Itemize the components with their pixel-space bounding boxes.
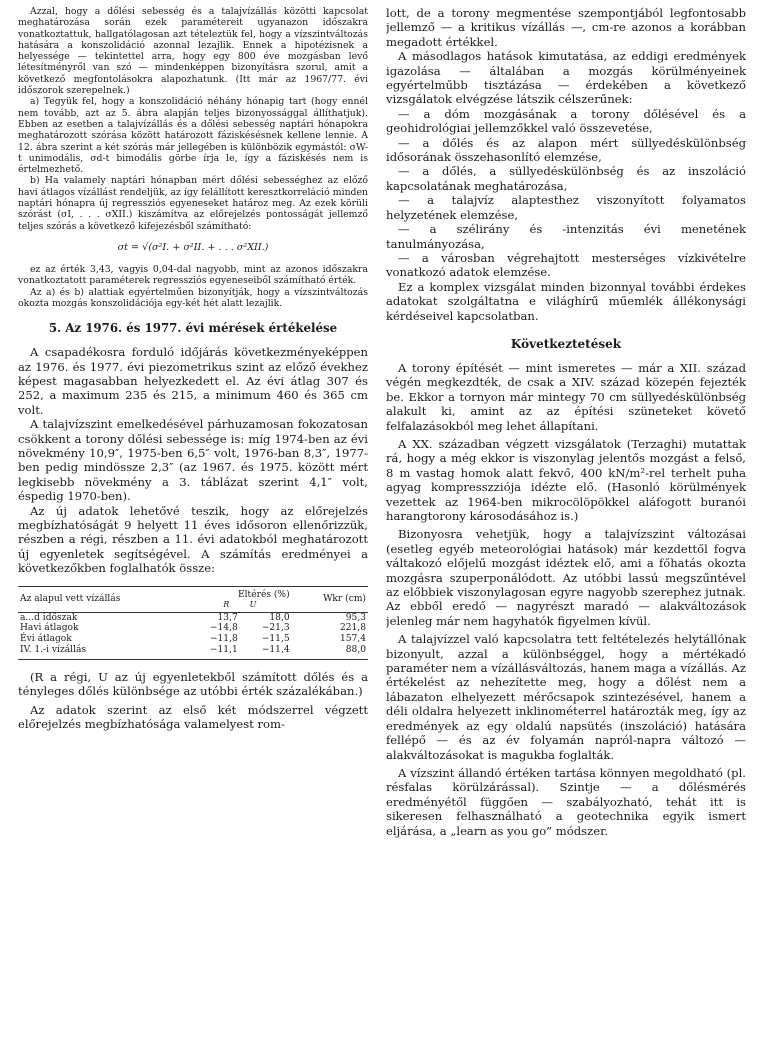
table-cell: −11,4 [240, 645, 292, 659]
right-column [386, 6, 746, 1052]
table-cell: −11,8 [209, 634, 238, 645]
table-row [18, 612, 368, 623]
table-cell: Havi átlagok [20, 623, 79, 634]
table-cell: Évi átlagok [20, 634, 72, 645]
list-item: — a dóm mozgásának a torony dőlésével és a geohidrológiai jellemzőkkel való összevetése, [386, 106, 746, 136]
table-row [18, 634, 368, 645]
paragraph: a) Tegyük fel, hogy a konszolidáció néhány hónapig tart (hogy ennél nem tovább, azt az 5. ábra alapján teljes bizonyossággal állíthatjuk). Ebben az esetben a talajvízállás és a dőlési sebesség naptári hónapokra meghatározott szórása között határozott fáziskésésnek kellene lennie. A 12. ábra szerint a két szórás már jellegében is különbözik egymástól: σW-t unimodális, σd-t bimodális görbe írja le, így a fáziskésés nem is értelmezhető. [18, 96, 368, 176]
table-row [18, 623, 368, 634]
list-item: — a szélirány és -intenzitás évi menetének tanulmányozása, [386, 222, 746, 251]
table-cell: −11,1 [188, 645, 240, 659]
conclusions-heading: Következtetések [510, 336, 622, 351]
paragraph: Az adatok szerint az első két módszerrel végzett előrejelzés megbízhatósága valamelyest rom- [18, 702, 368, 732]
table-cell: 88,0 [292, 645, 368, 659]
left-large-text-block-2 [18, 670, 368, 732]
table-cell: 221,8 [339, 623, 366, 634]
section-heading: 5. Az 1976. és 1977. évi mérések értékelése [48, 321, 338, 336]
table-cell: 18,0 [269, 612, 290, 623]
table-header-basis: Az alapul vett vízállás [18, 586, 188, 612]
left-column [18, 6, 368, 1052]
list-item: — a talajvíz alaptesthez viszonyított folyamatos helyzetének elemzése, [386, 193, 746, 222]
paragraph: A talajvízzel való kapcsolatra tett feltételezés helytállónak bizonyult, azzal a különbséggel, hogy a mértékadó paraméter nem a vízállásváltozás, hanem maga a vízállás. Az értékelést az nehezítette meg, hogy a dőlést nem a lábazaton elhelyezett mérőcsapok szintezésével, hanem a déli oldalra helyezett inklinométerrel határozták meg, így az eredmények az egy oldalú napsütés (inszoláció) hatására fellépő — és az év folyamán napról-napra változó — alakváltozásokat is magukba foglalták. [386, 632, 746, 762]
left-small-text-block-2 [18, 264, 368, 309]
paragraph: A XX. században végzett vizsgálatok (Terzaghi) mutattak rá, hogy a még ekkor is viszonylag jelentős mozgást a felső, 8 m vastag homok alatt fekvő, 400 kN/m²-rel terhelt puha agyag kompresszziója idézte elő. (Hasonló körülmények vezettek az 1964-ben mikrocölöpökkel aláfogott buranói harangtorony károsodásához is.) [386, 436, 746, 523]
paragraph: A vízszint állandó értéken tartása könnyen megoldható (pl. résfalas körülzárással). Szintje — a dőlésmérés eredményétől függően — szabályozható, tehát itt is sikeresen felhasználható a geotechnika egyik ismert eljárása, a „learn as you go” módszer. [386, 765, 746, 838]
table-cell: −21,3 [261, 623, 290, 634]
paragraph: A csapadékosra forduló időjárás következményeképpen az 1976. és 1977. évi piezometrikus szint az előző évekhez képest magasabban helyezkedett el. Az évi átlag 307 és 252, a maximum 235 és 215, a minimum 460 és 365 cm volt. [18, 345, 368, 417]
table-header-deviation [188, 586, 292, 612]
right-large-text-block [386, 6, 746, 323]
table-cell: 95,3 [345, 612, 366, 623]
results-table [18, 586, 368, 660]
paragraph: (R a régi, U az új egyenletekből számított dőlés és a tényleges dőlés különbsége az utóbbi érték százalékában.) [18, 669, 368, 699]
table-header-wkr: Wkr (cm) [292, 586, 368, 612]
list-item: — a dőlés, a süllyedéskülönbség és az inszoláció kapcsolatának meghatározása, [386, 164, 746, 193]
formula: σt = √(σ²I. + σ²II. + . . . σ²XII.) [117, 241, 269, 253]
paragraph: Az a) és b) alattiak egyértelműen bizonyítják, hogy a vízszintváltozás okozta mozgás konszolidációja egy-két hét alatt lezajlik. [18, 286, 368, 309]
paragraph: lott, de a torony megmentése szempontjából legfontosabb jellemző — a kritikus vízállás —, cm-re azonos a korábban megadott értékkel. [386, 6, 746, 49]
paragraph: A torony építését — mint ismeretes — már a XII. század végén megkezdték, de csak a XIV. század közepén fejezték be. Ekkor a tornyon már mintegy 70 cm süllyedéskülönbség alakult ki, amint az az építési szüneteket követő felfalazásokból meg lehet állapítani. [386, 360, 746, 433]
table-cell: −14,8 [209, 623, 238, 634]
list-item: — a dőlés és az alapon mért süllyedéskülönbség idősorának összehasonlító elemzése, [386, 135, 746, 165]
table-cell: −11,5 [261, 634, 290, 645]
right-large-text-block-2 [386, 361, 746, 838]
paragraph: Bizonyosra vehetjük, hogy a talajvízszint változásai (esetleg egyéb meteorológiai hatások) már kezdettől fogva váltakozó előjelű mozgást idéztek elő, ami a főhatás okozta mozgásra szuperponálódott. Az utóbbi lassú megszűntével az előbbiek viszonylagosan egyre nagyobb szerephez jutnak. Az ebből eredő — nagyrészt maradó — alakváltozások jelenleg már nem hagyhatók figyelmen kívül. [386, 527, 746, 628]
paragraph: A másodlagos hatások kimutatása, az eddigi eredmények igazolása — általában a mozgás körülményeinek egyértelműbb tisztázása — érdekében a következő vizsgálatok elvégzése látszik célszerűnek: [386, 49, 746, 107]
table-subheader-u: U [249, 599, 257, 609]
paragraph: A talajvízszint emelkedésével párhuzamosan fokozatosan csökkent a torony dőlési sebessége is: míg 1974-ben az évi növekmény 10,9″, 1975-ben 6,5″ volt, 1976-ban 8,3″, 1977-ben pedig mindössze 2,3″ (az 1967. és 1975. között mért legkisebb növekmény a 3. táblázat szerint 4,1″ volt, éspedig 1970-ben). [18, 417, 368, 504]
paragraph: ez az érték 3,43, vagyis 0,04-dal nagyobb, mint az azonos időszakra vonatkoztatott paraméterek regressziós egyeneseiből számítható érték. [18, 263, 368, 287]
table-subheader-r: R [223, 599, 230, 609]
left-large-text-block [18, 345, 368, 576]
list-item: — a városban végrehajtott mesterséges vízkivételre vonatkozó adatok elemzése. [386, 250, 746, 280]
paragraph: Ez a komplex vizsgálat minden bizonnyal további érdekes adatokat szolgáltatna e világhírű műemlék állékonysági kérdéseivel kapcsolatban. [386, 279, 746, 323]
left-small-text-block [18, 6, 368, 232]
table-cell: IV. 1.-i vízállás [18, 645, 188, 659]
table-subheader-r-u [190, 600, 290, 609]
table-cell: 157,4 [339, 634, 366, 645]
table-header-deviation-label: Eltérés (%) [238, 589, 290, 600]
table-cell: a...d időszak [20, 612, 78, 623]
paragraph: b) Ha valamely naptári hónapban mért dőlési sebességhez az előző havi átlagos vízállást rendeljük, az így felállított keresztkorreláció minden naptári hónapra új regressziós egyeneseket határoz meg. Az ezek körüli szórást (σI, . . . σXII.) kiszámítva az előrejelzés pontosságát jellemző teljes szórás a következő kifejezésből számítható: [18, 175, 368, 232]
paragraph: Az új adatok lehetővé teszik, hogy az előrejelzés megbízhatóságát 9 helyett 11 éves idősoron ellenőrizzük, részben a régi, részben a 11. évi adatokból meghatározott új egyenletek segítségével. A számítás eredményei a következőkben foglalhatók össze: [18, 503, 368, 576]
paragraph: Azzal, hogy a dőlési sebesség és a talajvízállás közötti kapcsolat meghatározása során ezek paramétereit ugyanazon időszakra vonatkoztattuk, hallgatólagosan azt tételeztük fel, hogy a vízszintváltozás hatására a konszolidáció azonnal lezajlik. Ennek a hipotézisnek a helyessége — tekintettel arra, hogy egy 800 éve mozgásban levő létesítményről van szó — mindenképpen bizonyításra szorul, amit a következő megfontolásokra alapozhatunk. (Itt már az 1967/77. évi időszorok szerepelnek.) [18, 6, 368, 97]
table-cell: 13,7 [217, 612, 238, 623]
table-row [18, 645, 368, 659]
